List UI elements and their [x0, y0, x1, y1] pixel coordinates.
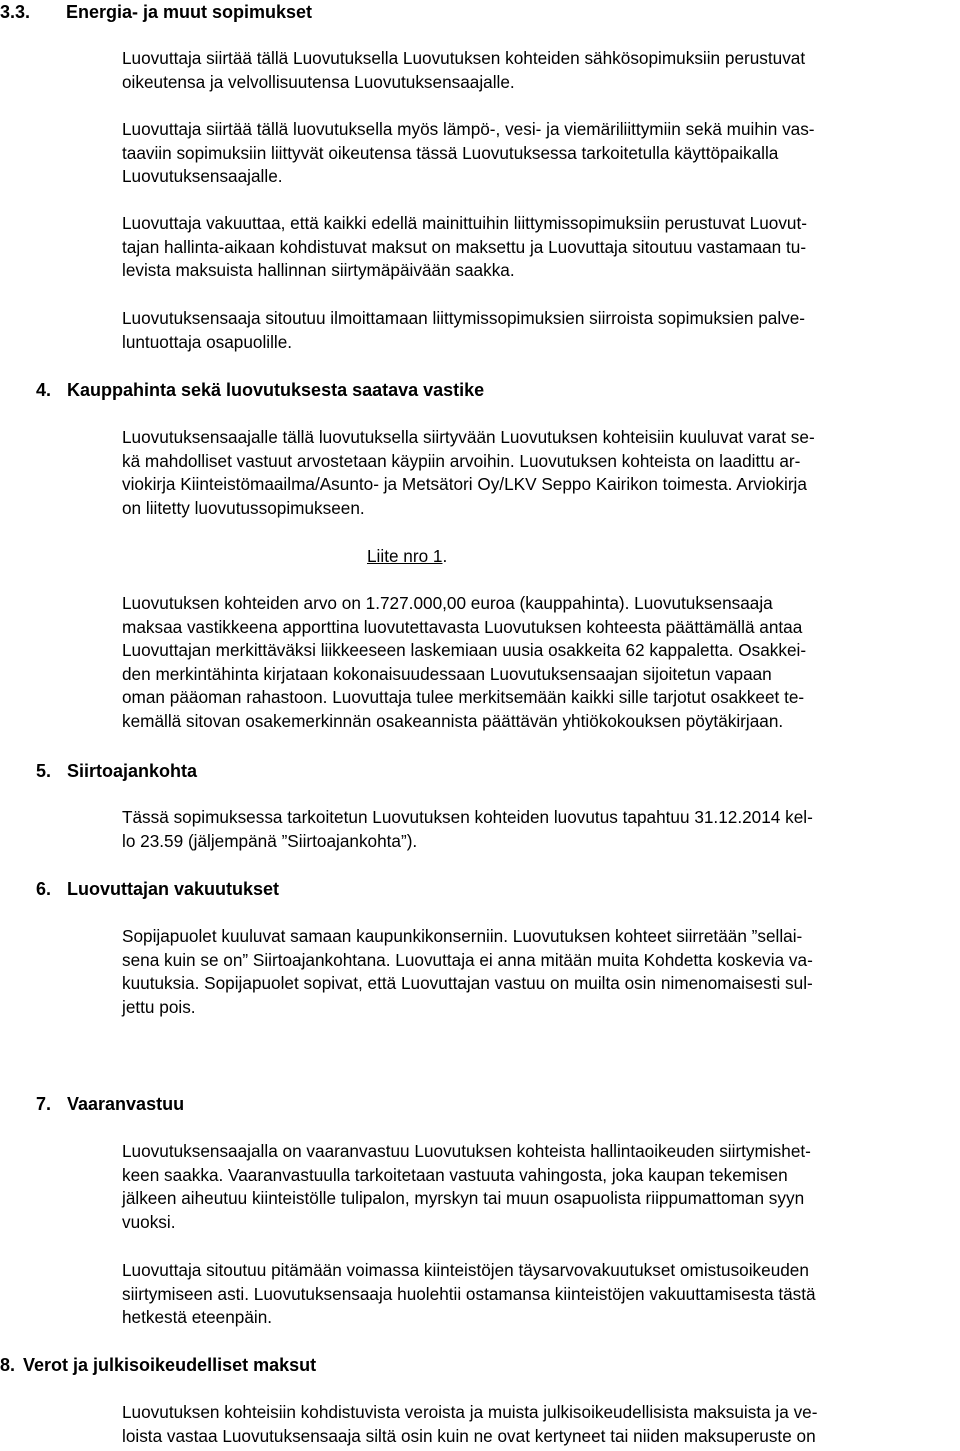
section-heading [36, 877, 279, 901]
text-line: lo 23.59 (jäljempänä ”Siirtoajankohta”). [122, 830, 418, 851]
paragraph [122, 47, 960, 94]
section-title: Luovuttajan vakuutukset [67, 879, 280, 899]
paragraph [122, 1259, 960, 1330]
text-line: Luovuttaja vakuuttaa, että kaikki edellä mainittuihin liittymissopimuksiin perustuvat Luovut- [122, 213, 807, 233]
section-heading [0, 0, 312, 24]
paragraph [122, 925, 960, 1019]
text-line: Tässä sopimuksessa tarkoitetun Luovutuksen kohteiden luovutus tapahtuu 31.12.2014 kel- [122, 807, 813, 827]
paragraph [122, 118, 960, 189]
paragraph [122, 1401, 960, 1448]
text-line: hetkestä eteenpäin. [122, 1307, 273, 1328]
paragraph [122, 307, 960, 354]
text-line: vuoksi. [122, 1211, 176, 1232]
attachment-suffix: . [442, 546, 448, 566]
text-line: loista vastaa Luovutuksensaaja siltä osin kuin ne ovat kertyneet tai niiden maksuperuste on [122, 1425, 816, 1446]
text-line: Luovuttaja sitoutuu pitämään voimassa kiinteistöjen täysarvovakuutukset omistusoikeuden [122, 1260, 809, 1280]
section-title: Energia- ja muut sopimukset [66, 2, 313, 22]
section-title: Kauppahinta sekä luovutuksesta saatava vastike [67, 380, 485, 400]
text-line: Luovutuksensaaja sitoutuu ilmoittamaan liittymissopimuksien siirroista sopimuksien palve- [122, 308, 806, 328]
text-line: viokirja Kiinteistömaailma/Asunto- ja Metsätori Oy/LKV Seppo Kairikon toimesta. Arviokirja [122, 474, 807, 495]
section-title: Siirtoajankohta [67, 761, 198, 781]
section-number: 3.3. [0, 2, 31, 22]
section-number: 4. [36, 380, 52, 400]
section-heading [36, 1092, 184, 1116]
text-line: siirtymiseen asti. Luovutuksensaaja huolehtii ostamansa kiinteistöjen vakuuttamisesta tästä [122, 1283, 816, 1304]
section-heading [36, 378, 484, 402]
text-line: tajan hallinta-aikaan kohdistuvat maksut on maksettu ja Luovuttaja sitoutuu vastamaan tu- [122, 236, 807, 257]
text-line: oman pääoman rahastoon. Luovuttaja tulee merkitsemään kaikki sille tarjotut osakkeet te- [122, 687, 805, 708]
attachment-reference [367, 545, 667, 569]
text-line: oikeutensa ja velvollisuutensa Luovutuksensaajalle. [122, 71, 515, 92]
text-line: Luovutuksensaajalle tällä luovutuksella siirtyvään Luovutuksen kohteisiin kuuluvat varat se- [122, 427, 815, 447]
text-line: den merkintähinta kirjataan kokonaisuudessaan Luovutuksensaajan sijoitetun vapaan [122, 663, 772, 684]
paragraph [122, 1140, 960, 1234]
section-number: 8. [0, 1355, 16, 1375]
text-line: levista maksuista hallinnan siirtymäpäivään saakka. [122, 260, 515, 281]
paragraph [122, 212, 960, 283]
text-line: kemällä sitovan osakemerkinnän osakeannista päättävän yhtiökokouksen pöytäkirjaan. [122, 710, 784, 731]
text-line: taaviin sopimuksiin liittyvät oikeutensa tässä Luovutuksessa tarkoitetulla käyttöpaikalla [122, 142, 779, 163]
section-title: Vaaranvastuu [67, 1094, 185, 1114]
text-line: kuutuksia. Sopijapuolet sopivat, että Luovuttajan vastuu on muilta osin nimenomaisesti sul- [122, 973, 813, 994]
attachment-link[interactable]: Liite nro 1 [367, 546, 443, 566]
paragraph [122, 592, 960, 734]
section-number: 7. [36, 1094, 52, 1114]
text-line: Luovutuksen kohteiden arvo on 1.727.000,00 euroa (kauppahinta). Luovutuksensaaja [122, 593, 773, 613]
text-line: jettu pois. [122, 996, 196, 1017]
text-line: Luovutuksensaajalla on vaaranvastuu Luovutuksen kohteista hallintaoikeuden siirtymishet- [122, 1141, 811, 1161]
text-line: maksaa vastikkeena apporttina luovutettavasta Luovutuksen kohteesta päättämällä antaa [122, 616, 803, 637]
text-line: Luovutuksen kohteisiin kohdistuvista veroista ja muista julkisoikeudellisista maksuista ja ve- [122, 1402, 818, 1422]
section-heading [0, 1353, 316, 1377]
paragraph [122, 806, 960, 853]
text-line: keen saakka. Vaaranvastuulla tarkoitetaan vastuuta vahingosta, joka kaupan tekemisen [122, 1164, 788, 1185]
text-line: luntuottaja osapuolille. [122, 331, 293, 352]
text-line: Luovuttajan merkittäväksi liikkeeseen laskemiaan uusia osakkeita 62 kappaletta. Osakkei- [122, 640, 807, 661]
text-line: jälkeen aiheutuu kiinteistölle tulipalon, myrskyn tai muun osapuolista riippumattoman syyn [122, 1188, 805, 1209]
paragraph [122, 426, 960, 520]
text-line: Luovuttaja siirtää tällä luovutuksella myös lämpö-, vesi- ja viemäriliittymiin sekä muihin vas- [122, 119, 815, 139]
section-number: 6. [36, 879, 52, 899]
text-line: sena kuin se on” Siirtoajankohtana. Luovuttaja ei anna mitään muita Kohdetta koskevia va- [122, 949, 813, 970]
text-line: on liitetty luovutussopimukseen. [122, 497, 365, 518]
text-line: Luovutuksensaajalle. [122, 166, 283, 187]
section-heading [36, 759, 197, 783]
section-title: Verot ja julkisoikeudelliset maksut [23, 1355, 317, 1375]
section-number: 5. [36, 761, 52, 781]
text-line: Luovuttaja siirtää tällä Luovutuksella Luovutuksen kohteiden sähkösopimuksiin perustuvat [122, 48, 806, 68]
text-line: Sopijapuolet kuuluvat samaan kaupunkikonserniin. Luovutuksen kohteet siirretään ”sellai- [122, 926, 803, 946]
text-line: kä mahdolliset vastuut arvostetaan käypiin arvoihin. Luovutuksen kohteista on laadittu ar- [122, 450, 801, 471]
